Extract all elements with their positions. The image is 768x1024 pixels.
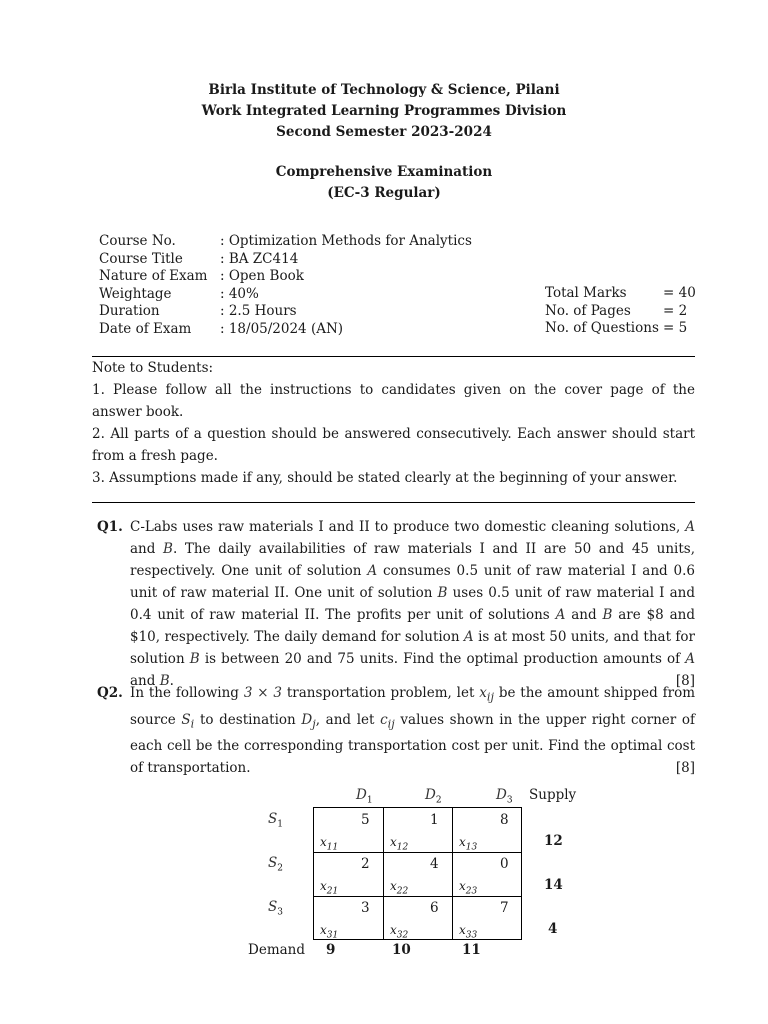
cell-variable: $x_{12}$ — [390, 835, 409, 853]
totals-value: = 5 — [663, 320, 688, 336]
totals-row — [545, 303, 696, 321]
info-row — [99, 251, 472, 269]
info-value: : 40% — [220, 285, 259, 302]
totals-value: = 2 — [663, 302, 688, 319]
cell-cost: 7 — [500, 900, 509, 916]
exam-name: Comprehensive Examination — [275, 164, 493, 180]
cell-variable: $x_{11}$ — [320, 835, 339, 853]
totals-value: = 40 — [663, 285, 696, 301]
demand-label: Demand — [248, 942, 305, 958]
notes-title: Note to Students: — [92, 360, 214, 376]
info-label: Duration — [99, 303, 160, 319]
cell-cost: 8 — [500, 812, 509, 828]
cell-cost: 2 — [361, 856, 370, 872]
info-label: Weightage — [99, 285, 172, 302]
totals-label: No. of Pages — [545, 302, 631, 319]
grid-line — [452, 808, 453, 939]
supply-header: Supply — [529, 787, 577, 803]
transportation-table — [313, 807, 522, 940]
note-item: 2. All parts of a question should be answered consecutively. Each answer should start from a fresh page. — [92, 426, 695, 464]
source-label: $S_1$ — [268, 811, 283, 830]
exam-title-block — [0, 162, 768, 204]
info-value: : BA ZC414 — [220, 250, 299, 267]
destination-header: $D_1$ — [356, 787, 373, 806]
info-row — [99, 321, 472, 339]
cell-variable: $x_{22}$ — [390, 879, 409, 897]
supply-value: 4 — [548, 921, 558, 937]
cell-cost: 1 — [430, 812, 439, 828]
info-value: : Open Book — [220, 268, 304, 284]
question-text: C-Labs uses raw materials I and II to produce two domestic cleaning solutions, A and B. The daily availabilities of raw materials I and II are 50 and 45 units, respectively. One unit of solution A consumes 0.5 unit of raw material I and 0.6 unit of raw material II. One unit of solution B uses 0.5 unit of raw material I and 0.4 unit of raw material II. The profits per unit of solutions A and B are $8 and $10, respectively. The daily demand for solution A is at most 50 units, and that for solution B is between 20 and 75 units. Find the optimal production amounts of A and B. [8] — [130, 516, 695, 692]
cell-cost: 5 — [361, 812, 370, 828]
totals-row — [545, 320, 696, 338]
question-number: Q2. — [97, 685, 123, 701]
cell-variable: $x_{21}$ — [320, 879, 339, 897]
cell-cost: 0 — [500, 856, 509, 872]
note-item: 3. Assumptions made if any, should be stated clearly at the beginning of your answer. — [92, 470, 678, 486]
source-label: $S_3$ — [268, 899, 283, 918]
semester: Second Semester 2023-2024 — [276, 124, 492, 140]
source-label: $S_2$ — [268, 855, 283, 874]
info-value: : 18/05/2024 (AN) — [220, 320, 344, 337]
info-row — [99, 233, 472, 251]
cell-cost: 4 — [430, 856, 439, 872]
notes-to-students — [92, 357, 695, 489]
demand-value: 10 — [392, 942, 411, 958]
info-label: Nature of Exam — [99, 268, 208, 284]
question-marks: [8] — [675, 760, 695, 777]
question-text: In the following 3 × 3 transportation problem, let $x_{ij}$ be the amount shipped from source $S_i$ to destination $D_j$, and let $c_{ij}$ values shown in the upper right corner of each cell be the corresponding transportation cost per unit. Find the optimal cost of transportation. [8] — [130, 682, 695, 779]
demand-value: 11 — [462, 942, 481, 958]
info-row — [99, 303, 472, 321]
supply-value: 14 — [544, 877, 563, 893]
destination-header: $D_2$ — [425, 787, 442, 806]
cell-variable: $x_{33}$ — [459, 923, 478, 941]
grid-line — [383, 808, 384, 939]
totals-row — [545, 285, 696, 303]
cell-variable: $x_{32}$ — [390, 923, 409, 941]
grid-line — [314, 852, 521, 853]
question-1 — [97, 516, 695, 692]
cell-cost: 6 — [430, 900, 439, 916]
info-row — [99, 286, 472, 304]
question-marks: [8] — [675, 673, 695, 689]
exam-totals — [545, 285, 696, 338]
cell-variable: $x_{23}$ — [459, 879, 478, 897]
info-value: : 2.5 Hours — [220, 303, 297, 319]
cell-variable: $x_{13}$ — [459, 835, 478, 853]
exam-type: (EC-3 Regular) — [327, 185, 441, 201]
supply-value: 12 — [544, 833, 563, 849]
question-number: Q1. — [97, 519, 123, 535]
note-item: 1. Please follow all the instructions to candidates given on the cover page of the answer book. — [92, 382, 695, 420]
institute-name: Birla Institute of Technology & Science, Pilani — [208, 82, 560, 98]
info-label: Date of Exam — [99, 320, 192, 337]
exam-header — [0, 80, 768, 143]
info-label: Course Title — [99, 250, 183, 267]
info-row — [99, 268, 472, 286]
destination-header: $D_3$ — [496, 787, 513, 806]
cell-cost: 3 — [361, 900, 370, 916]
grid-line — [314, 896, 521, 897]
totals-label: No. of Questions — [545, 320, 659, 336]
info-label: Course No. — [99, 233, 176, 249]
totals-label: Total Marks — [545, 285, 627, 301]
divider-bottom — [92, 502, 695, 503]
division-name: Work Integrated Learning Programmes Division — [201, 103, 567, 119]
demand-value: 9 — [326, 942, 336, 958]
cell-variable: $x_{31}$ — [320, 923, 339, 941]
question-2 — [97, 682, 695, 779]
course-info — [99, 233, 472, 338]
info-value: : Optimization Methods for Analytics — [220, 233, 472, 249]
